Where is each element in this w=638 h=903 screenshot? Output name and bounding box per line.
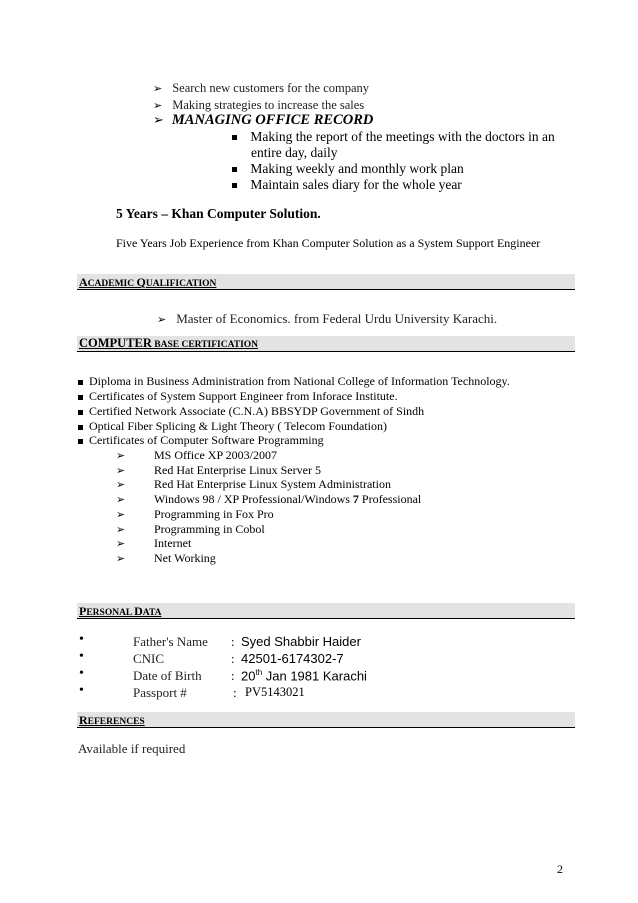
field-label: CNIC [133,651,165,666]
bullet-icon: • [79,632,84,647]
cert-sub-item-5: ➢ Programming in Fox Pro [116,507,274,521]
field-label: Date of Birth [133,668,202,683]
list-item-continuation: entire day, daily [251,145,338,160]
cert-sub-item-4: ➢ Windows 98 / XP Professional/Windows 7 Professional [116,492,422,506]
arrow-bullet-icon: ➢ [157,313,167,326]
arrow-bullet-icon: ➢ [116,508,126,521]
cert-item-2: Certificates of System Support Engineer from Inforace Institute. [78,389,398,404]
references-text: Available if required [78,741,186,756]
cert-sub-item-6: ➢ Programming in Cobol [116,522,265,536]
square-bullet-icon [78,439,83,444]
arrow-bullet-icon: ➢ [116,552,126,565]
arrow-bullet-icon: ➢ [116,523,126,536]
field-value: 20th Jan 1981 Karachi [241,668,367,684]
top-bullet-1 [153,79,369,97]
personal-row-passport [0,684,638,702]
arrow-bullet-icon: ➢ [153,99,163,112]
page-number: 2 [557,862,563,876]
arrow-bullet-icon: ➢ [116,537,126,550]
cert-item-4: Optical Fiber Splicing & Light Theory ( Telecom Foundation) [78,419,387,434]
managing-item-1-cont [251,145,337,161]
field-colon: : [231,651,235,666]
arrow-bullet-icon: ➢ [116,478,126,491]
field-colon: : [233,685,237,700]
list-item: Search new customers for the company [172,81,370,95]
personal-row-dob [0,667,638,685]
field-colon: : [231,668,235,683]
list-item: Making weekly and monthly work plan [250,161,464,176]
square-bullet-icon [232,135,237,140]
arrow-bullet-icon: ➢ [116,464,126,477]
arrow-bullet-icon: ➢ [153,82,163,95]
field-colon: : [231,634,235,649]
cert-item-3: Certified Network Associate (C.N.A) BBSYDP Government of Sindh [78,404,424,419]
list-item: Making the report of the meetings with the doctors in an [250,129,555,144]
field-label: Father's Name [133,634,208,649]
field-value: 42501-6174302-7 [241,651,344,666]
references-heading-bar [77,712,575,728]
square-bullet-icon [78,380,83,385]
bullet-icon: • [79,649,84,664]
managing-item-3 [232,177,462,193]
bullet-icon: • [79,683,84,698]
references-heading: REFERENCES [79,713,145,727]
square-bullet-icon [78,410,83,415]
field-value: PV5143021 [245,685,305,699]
managing-item-1 [232,129,555,145]
arrow-bullet-icon: ➢ [116,449,126,462]
list-item: Making strategies to increase the sales [172,98,365,112]
cert-item-5: Certificates of Computer Software Programming [78,433,324,448]
arrow-bullet-icon: ➢ [153,113,164,128]
computer-heading: COMPUTER BASE CERTIFICATION [79,336,259,350]
cert-item-1: Diploma in Business Administration from National College of Information Technology. [78,374,510,389]
arrow-bullet-icon: ➢ [116,493,126,506]
field-label: Passport # [133,685,187,700]
list-item: Maintain sales diary for the whole year [250,177,462,192]
list-item: Master of Economics. from Federal Urdu University Karachi. [176,311,498,326]
experience-title: 5 Years – Khan Computer Solution. [116,206,321,221]
square-bullet-icon [232,183,237,188]
cert-sub-item-2: ➢ Red Hat Enterprise Linux Server 5 [116,463,321,477]
cert-sub-item-8: ➢ Net Working [116,551,216,565]
academic-item [157,310,497,328]
cert-sub-item-1: ➢ MS Office XP 2003/2007 [116,448,277,462]
cert-sub-item-3: ➢ Red Hat Enterprise Linux System Administration [116,477,391,491]
managing-item-2 [232,161,464,177]
personal-row-father [0,633,638,651]
academic-heading: ACADEMIC QUALIFICATION [79,275,217,289]
managing-heading-row [153,111,373,129]
square-bullet-icon [78,425,83,430]
managing-heading: MANAGING OFFICE RECORD [171,112,374,128]
field-value: Syed Shabbir Haider [241,634,361,649]
personal-heading: PERSONAL DATA [79,604,162,618]
experience-description: Five Years Job Experience from Khan Computer Solution as a System Support Engineer [116,236,541,250]
personal-row-cnic [0,650,638,668]
bullet-icon: • [79,666,84,681]
square-bullet-icon [232,167,237,172]
cert-sub-item-7: ➢ Internet [116,536,192,550]
square-bullet-icon [78,395,83,400]
